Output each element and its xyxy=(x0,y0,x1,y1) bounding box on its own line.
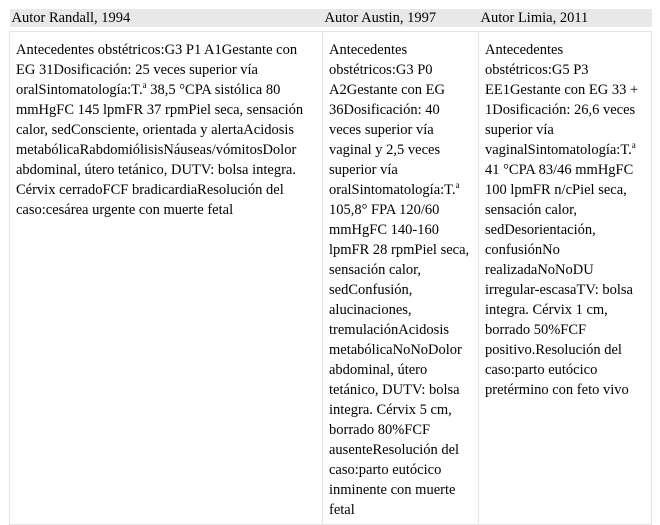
cell-randall: Antecedentes obstétricos:G3 P1 A1Gestante con EG 31Dosificación: 25 veces superior vía oralSintomatología:T.$^a$ 38,5 °CPA sistólica 80 mmHgFC 145 lpmFR 37 rpmPiel seca, sensación calor, sedConsciente, orientada y alertaAcidosis metabólicaRabdomiólisisNáuseas/vómitosDolor abdominal, útero tetánico, DUTV: bolsa integra. Cérvix cerradoFCF bradicardiaResolución del caso:cesárea urgente con muerte fetal xyxy=(10,32,323,525)
header-row xyxy=(10,9,652,27)
header-randall: Autor Randall, 1994 xyxy=(10,9,323,27)
table-row xyxy=(10,32,652,525)
cell-limia: Antecedentes obstétricos:G5 P3 EE1Gestante con EG 33 + 1Dosificación: 26,6 veces superior vía vaginalSintomatología:T.$^a$ 41 °CPA 83/46 mmHgFC 100 lpmFR n/cPiel seca, sensación calor, sedDesorientación, confusiónNo realizadaNoNoDU irregular-escasaTV: bolsa integra. Cérvix 1 cm, borrado 50%FCF positivo.Resolución del caso:parto eutócico pretérmino con feto vivo xyxy=(479,32,652,525)
cell-austin: Antecedentes obstétricos:G3 P0 A2Gestante con EG 36Dosificación: 40 veces superior vía vaginal y 2,5 veces superior vía oralSintomatología:T.$^a$ 105,8° FPA 120/60 mmHgFC 140-160 lpmFR 28 rpmPiel seca, sensación calor, sedConfusión, alucinaciones, tremulaciónAcidosis metabólicaNoNoDolor abdominal, útero tetánico, DUTV: bolsa integra. Cérvix 5 cm, borrado 80%FCF ausenteResolución del caso:parto eutócico inminente con muerte fetal xyxy=(323,32,479,525)
header-limia: Autor Limia, 2011 xyxy=(479,9,652,27)
header-austin: Autor Austin, 1997 xyxy=(323,9,479,27)
case-comparison-table xyxy=(9,9,652,525)
